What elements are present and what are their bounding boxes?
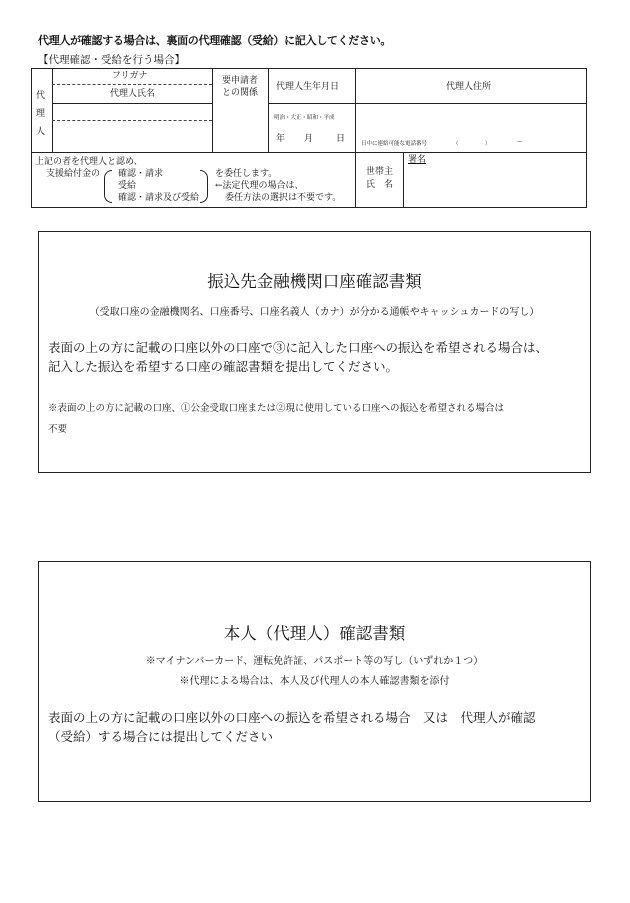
side-label-3: 人: [36, 127, 46, 137]
section-label: 【代理確認・受給を行う場合】: [38, 54, 185, 66]
identity-docs-body-1: 表面の上の方に記載の口座以外の口座への振込を希望される場合 又は 代理人が確認: [48, 710, 536, 725]
bank-account-docs-box: [38, 231, 591, 473]
identity-docs-note-1: ※マイナンバーカード、運転免許証、パスポート等の写し（いずれか１つ）: [145, 656, 484, 667]
address-header: 代理人住所: [446, 82, 492, 92]
identity-docs-note-2: ※代理による場合は、本人及び代理人の本人確認書類を添付: [179, 676, 450, 687]
option-left-brace: [104, 170, 112, 203]
bank-docs-body-2: 記入した振込を希望する口座の確認書類を提出してください。: [48, 359, 399, 374]
side-label-2: 理: [36, 109, 46, 119]
relation-label-1: 要申請者: [222, 76, 259, 86]
phone-dash: —: [517, 139, 523, 145]
identity-docs-title: 本人（代理人）確認書類: [223, 624, 406, 643]
bank-docs-exception-2: 不要: [48, 424, 68, 435]
bank-docs-body-1: 表面の上の方に記載の口座以外の口座で③に記入した口座への振込を希望される場合は、: [48, 340, 549, 355]
side-label-1: 代: [36, 91, 46, 101]
phone-label: 日中に連絡可能な電話番号: [361, 141, 428, 147]
option-receive[interactable]: 受給: [118, 181, 137, 191]
identity-docs-body-2: （受給）する場合には提出してください: [48, 729, 274, 744]
agent-name-label: 代理人氏名: [110, 89, 156, 99]
bank-docs-note: （受取口座の金融機関名、口座番号、口座名義人（カナ）が分かる通帳やキャッシュカードの写し）: [89, 307, 540, 318]
signature-label: 署名: [408, 155, 427, 165]
phone-paren-open: （: [453, 141, 459, 147]
era-options[interactable]: 明治・大正・昭和・平成: [274, 115, 335, 121]
furigana-label: フリガナ: [112, 71, 148, 81]
delegation-text-1: 上記の者を代理人と認め、: [35, 157, 143, 167]
month-unit: 月: [304, 134, 314, 144]
page-heading: 代理人が確認する場合は、裏面の代理確認（受給）に記入してください。: [38, 34, 392, 47]
furigana-field[interactable]: [92, 107, 202, 119]
year-unit: 年: [276, 134, 286, 144]
agent-form: [31, 68, 587, 208]
legal-note-1: ←法定代理の場合は、: [215, 181, 304, 191]
day-unit: 日: [336, 134, 346, 144]
delegate-text: を委任します。: [215, 169, 278, 179]
option-right-brace: [200, 170, 208, 203]
bank-docs-exception-1: ※表面の上の方に記載の口座、①公金受取口座または②現に使用している口座への振込を希望される場合は: [48, 403, 505, 414]
delegation-text-2: 支援給付金の: [46, 169, 101, 179]
option-confirm-request[interactable]: 確認・請求: [118, 169, 164, 179]
agent-name-field[interactable]: [62, 124, 202, 149]
address-field[interactable]: [362, 107, 582, 131]
identity-docs-box: [38, 561, 591, 802]
phone-paren-close: ）: [485, 141, 491, 147]
birth-date-header: 代理人生年月日: [276, 82, 340, 92]
option-both[interactable]: 確認・請求及び受給: [118, 193, 200, 203]
householder-label-2: 氏 名: [366, 180, 394, 190]
relation-label-2: との関係: [222, 88, 259, 98]
relation-field[interactable]: [216, 109, 264, 147]
householder-label-1: 世帯主: [366, 167, 394, 177]
signature-field[interactable]: [408, 169, 580, 203]
legal-note-2: 委任方法の選択は不要です。: [225, 193, 342, 203]
bank-docs-title: 振込先金融機関口座確認書類: [207, 272, 422, 291]
